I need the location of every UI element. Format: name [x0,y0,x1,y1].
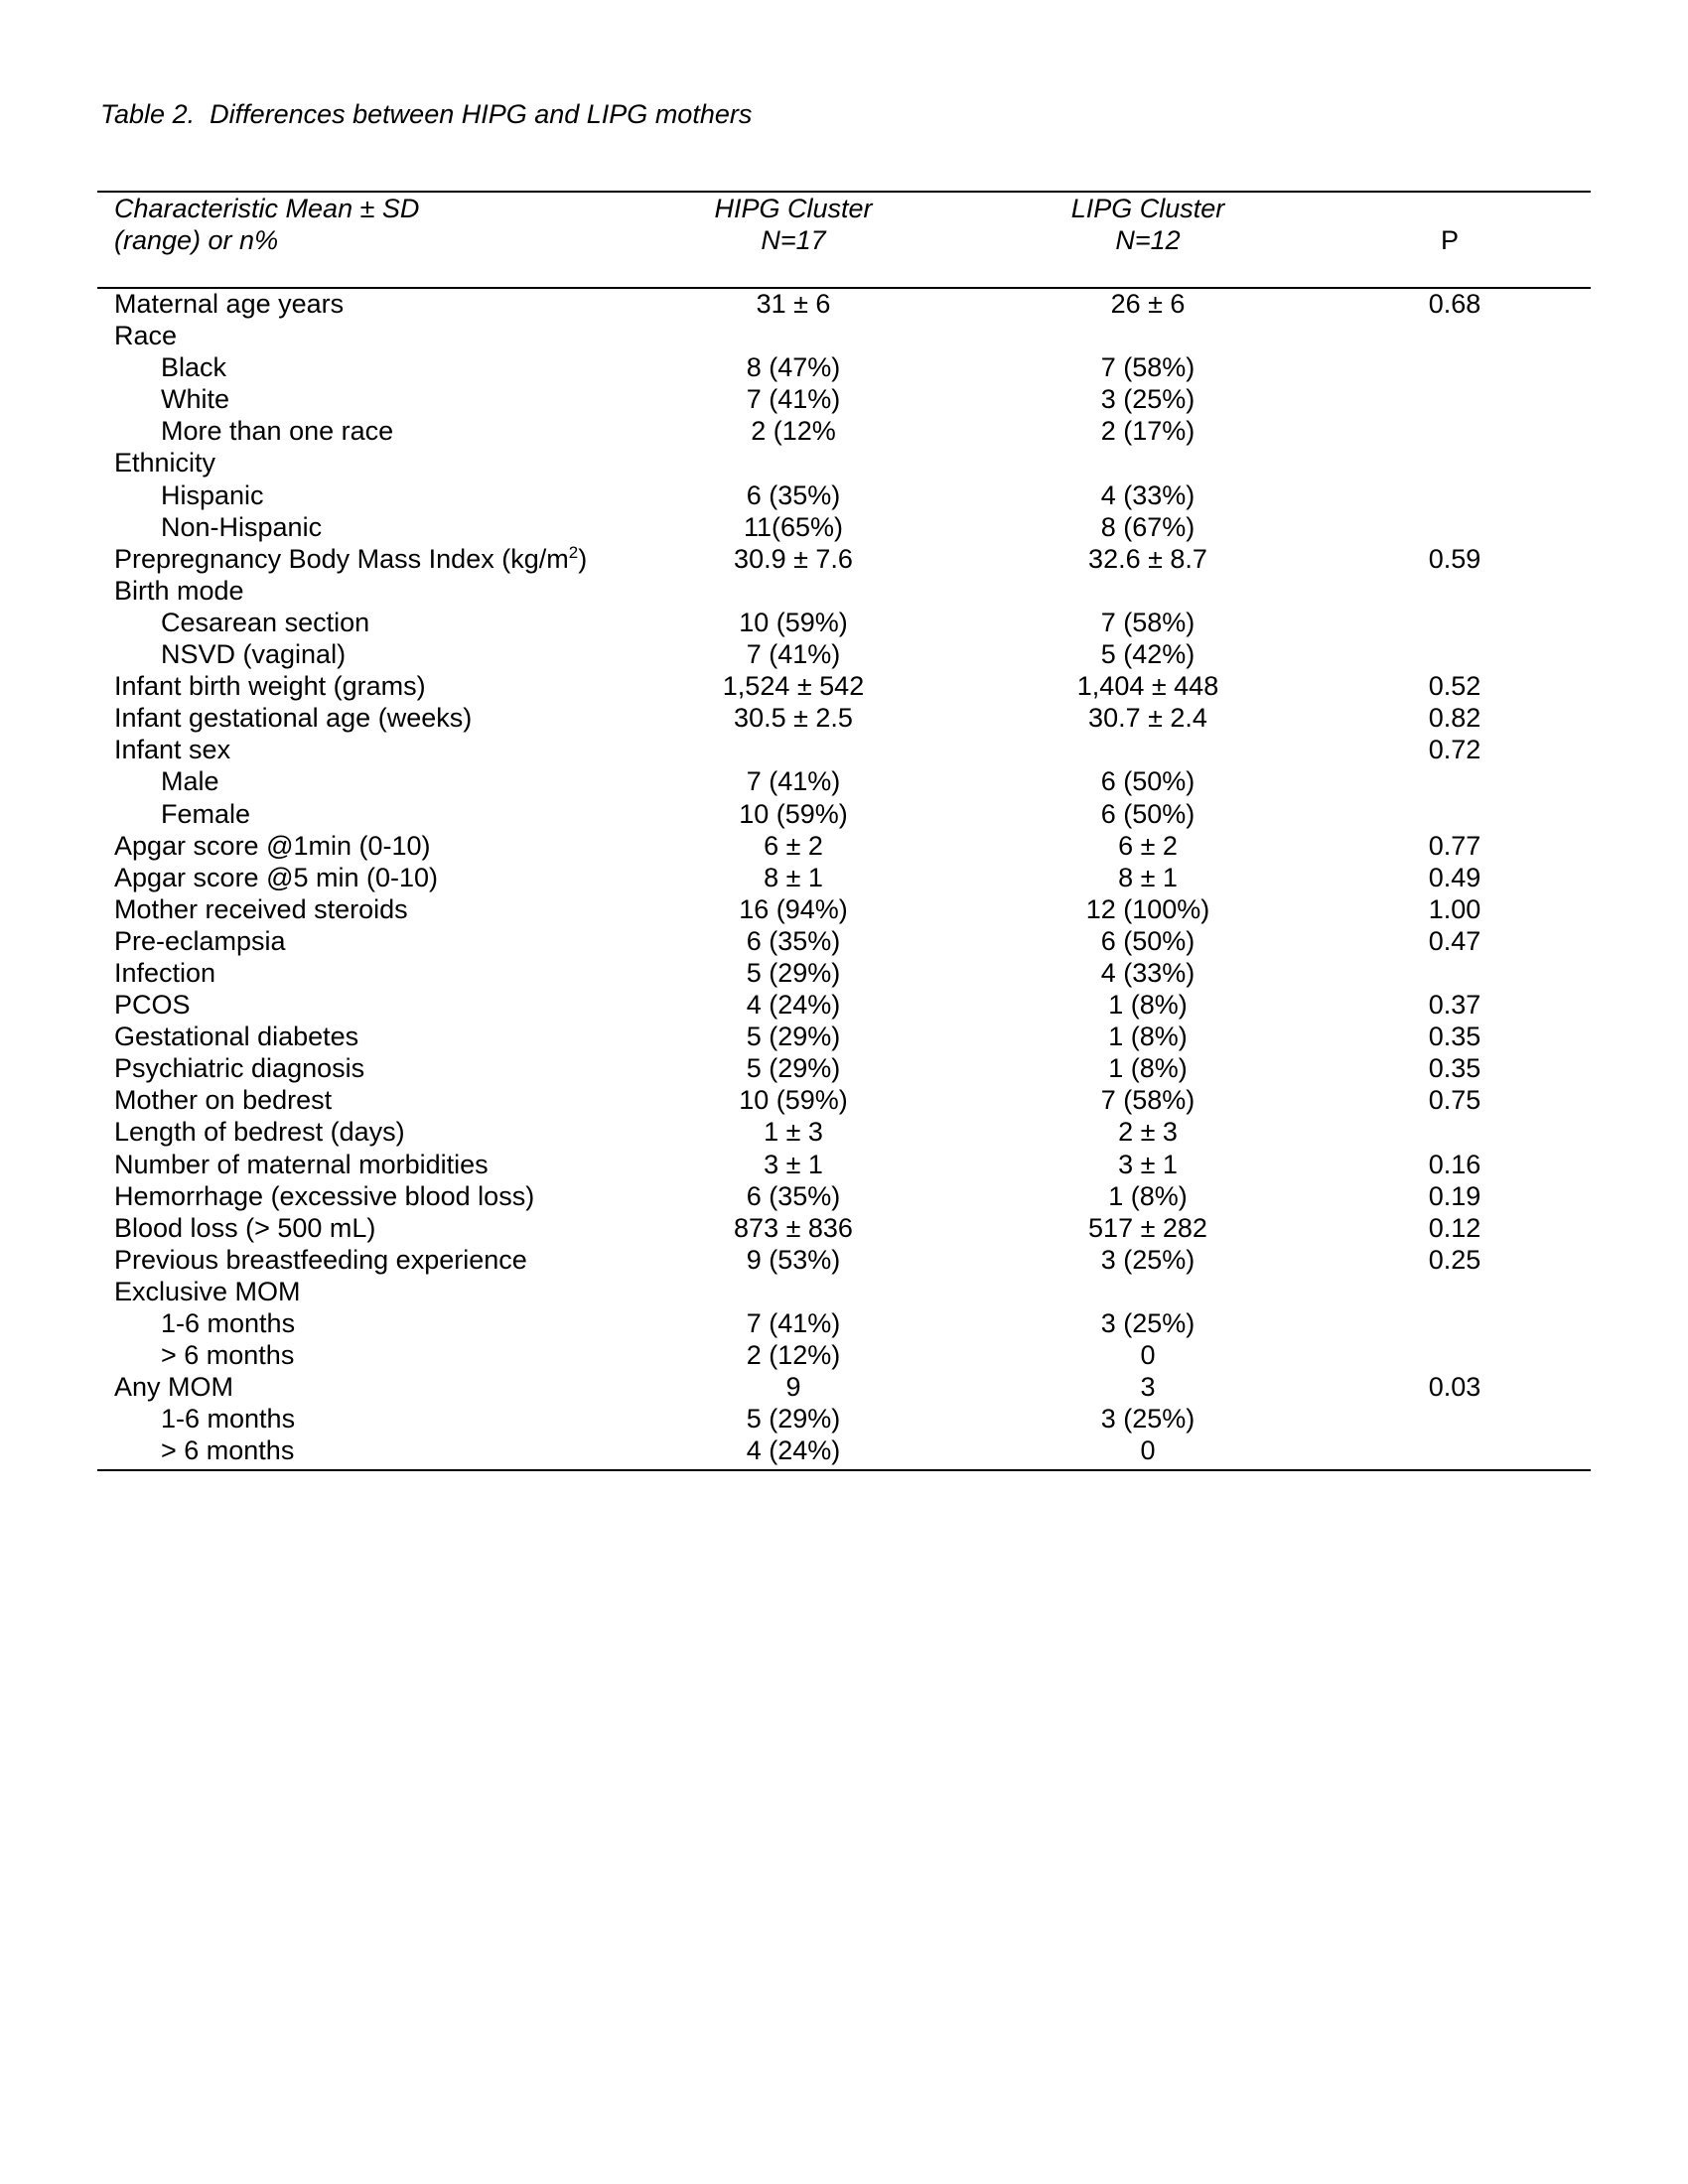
row-hipg-value: 5 (29%) [746,1053,841,1084]
row-characteristic-label: Male [161,766,219,797]
row-characteristic-label: White [161,384,230,415]
row-hipg-value: 6 (35%) [746,925,841,956]
table-row [0,893,1688,925]
table-row [0,607,1688,638]
row-characteristic-label: NSVD (vaginal) [161,639,347,670]
row-characteristic-label: Previous breastfeeding experience [114,1244,527,1275]
row-p-value: 0.35 [1428,1053,1481,1084]
table-row [0,1116,1688,1148]
table-row [0,575,1688,607]
row-hipg-value: 30.9 ± 7.6 [734,543,853,574]
header-hipg-line1: HIPG Cluster [714,194,873,223]
row-hipg-value: 7 (41%) [746,1308,841,1338]
table-row [0,1339,1688,1371]
row-characteristic [114,925,286,957]
row-hipg-value: 11(65%) [743,511,844,542]
row-p-value: 0.35 [1428,1022,1481,1052]
row-characteristic-superscript: 2 [568,542,579,562]
row-characteristic-label: Apgar score @5 min (0-10) [114,862,439,892]
table-row [0,351,1688,383]
row-characteristic [114,1276,301,1307]
table-row [0,638,1688,670]
row-characteristic [161,351,226,383]
row-lipg-value: 3 (25%) [1100,384,1196,415]
row-characteristic-label: Mother received steroids [114,893,408,924]
row-p-value: 0.59 [1428,543,1481,574]
row-characteristic [114,288,344,320]
row-characteristic-label: Hemorrhage (excessive blood loss) [114,1180,535,1211]
row-lipg-value: 1 (8%) [1108,990,1188,1021]
row-characteristic [114,670,426,702]
row-characteristic [161,479,264,511]
row-hipg-value: 10 (59%) [739,798,848,829]
table-row [0,765,1688,797]
row-characteristic-label: PCOS [114,990,191,1021]
row-hipg-value: 873 ± 836 [734,1212,853,1243]
row-characteristic [114,1371,233,1403]
row-p-value: 0.77 [1428,830,1481,861]
header-characteristic-line1: Characteristic Mean ± SD [114,194,420,223]
row-lipg-value: 0 [1140,1340,1156,1371]
table-bottom-rule [97,1469,1591,1471]
row-hipg-value: 9 (53%) [746,1244,841,1275]
row-lipg-value: 6 (50%) [1100,798,1196,829]
row-p-value: 0.16 [1428,1149,1481,1179]
row-lipg-value: 1 (8%) [1108,1180,1188,1211]
row-hipg-value: 3 ± 1 [764,1149,823,1179]
row-lipg-value: 30.7 ± 2.4 [1088,703,1207,734]
row-characteristic [161,638,346,670]
table-row [0,830,1688,862]
row-characteristic [114,320,177,351]
row-p-value: 0.47 [1428,925,1481,956]
row-lipg-value: 3 (25%) [1100,1308,1196,1338]
row-hipg-value: 6 (35%) [746,479,841,510]
table-row [0,1307,1688,1339]
row-characteristic-label: Prepregnancy Body Mass Index (kg/m [114,543,569,574]
row-characteristic-label: Black [161,352,227,383]
row-characteristic-suffix: ) [578,543,588,574]
row-characteristic [161,798,250,830]
row-p-value: 0.49 [1428,862,1481,892]
row-characteristic-label: Birth mode [114,575,244,606]
row-characteristic [114,1116,405,1148]
table-row [0,798,1688,830]
header-p-value: P [1440,225,1459,255]
row-p-value: 0.82 [1428,703,1481,734]
row-characteristic-label: 1-6 months [161,1404,296,1434]
row-p-value: 0.12 [1428,1212,1481,1243]
row-p-value: 0.72 [1428,735,1481,765]
row-lipg-value: 4 (33%) [1100,479,1196,510]
row-characteristic-label: Hispanic [161,479,264,510]
table-caption: Table 2. Differences between HIPG and LIPG mothers [100,99,753,129]
table-row [0,1276,1688,1307]
row-characteristic [161,511,322,543]
row-characteristic [161,1403,295,1434]
row-lipg-value: 8 (67%) [1100,511,1196,542]
table-row [0,1052,1688,1084]
row-characteristic [114,1052,364,1084]
row-characteristic-label: Length of bedrest (days) [114,1117,405,1148]
row-lipg-value: 7 (58%) [1100,1085,1196,1116]
row-characteristic-label: Race [114,321,178,351]
row-lipg-value: 1 (8%) [1108,1022,1188,1052]
row-characteristic-label: Number of maternal morbidities [114,1149,489,1179]
row-hipg-value: 10 (59%) [739,1085,848,1116]
row-hipg-value: 8 (47%) [746,352,841,383]
row-hipg-value: 8 ± 1 [764,862,823,892]
row-characteristic-label: 1-6 months [161,1308,296,1338]
row-characteristic [114,1180,534,1212]
table-row [0,989,1688,1021]
row-characteristic [114,989,191,1021]
row-characteristic [114,1244,527,1276]
row-hipg-value: 4 (24%) [746,1435,841,1466]
row-characteristic-label: Pre-eclampsia [114,925,286,956]
table-row [0,734,1688,765]
table-row [0,1434,1688,1466]
row-p-value: 0.68 [1428,289,1481,319]
table-body [0,288,1688,1466]
header-lipg-line2: N=12 [1115,225,1181,255]
row-characteristic [114,734,230,765]
row-lipg-value: 5 (42%) [1100,639,1196,670]
row-characteristic-label: Female [161,798,251,829]
row-hipg-value: 7 (41%) [746,384,841,415]
row-p-value: 0.19 [1428,1180,1481,1211]
row-characteristic [114,1212,375,1244]
row-hipg-value: 4 (24%) [746,990,841,1021]
row-lipg-value: 32.6 ± 8.7 [1088,543,1207,574]
table-row [0,1244,1688,1276]
row-characteristic-label: Gestational diabetes [114,1022,359,1052]
table-header [0,193,1688,282]
row-lipg-value: 26 ± 6 [1110,289,1186,319]
row-lipg-value: 12 (100%) [1085,893,1210,924]
row-lipg-value: 1,404 ± 448 [1076,671,1219,702]
row-p-value: 0.03 [1428,1372,1481,1403]
row-characteristic [161,607,369,638]
row-hipg-value: 1,524 ± 542 [722,671,865,702]
row-p-value: 0.52 [1428,671,1481,702]
row-characteristic [114,893,408,925]
row-lipg-value: 6 (50%) [1100,925,1196,956]
table-row [0,511,1688,543]
table-row [0,862,1688,893]
row-characteristic [114,575,244,607]
row-lipg-value: 2 ± 3 [1118,1117,1178,1148]
row-characteristic-label: Apgar score @1min (0-10) [114,830,431,861]
table-row [0,1021,1688,1052]
header-characteristic [114,193,419,256]
table-row [0,1180,1688,1212]
row-hipg-value: 6 (35%) [746,1180,841,1211]
row-hipg-value: 6 ± 2 [764,830,823,861]
row-lipg-value: 6 ± 2 [1118,830,1178,861]
row-hipg-value: 30.5 ± 2.5 [734,703,853,734]
table-row [0,383,1688,415]
row-lipg-value: 517 ± 282 [1088,1212,1207,1243]
header-lipg-line1: LIPG Cluster [1070,194,1225,223]
table-row [0,415,1688,447]
table-row [0,288,1688,320]
table-row [0,1084,1688,1116]
row-p-value: 0.37 [1428,990,1481,1021]
row-lipg-value: 2 (17%) [1100,416,1196,447]
table-row [0,447,1688,478]
row-characteristic-label: Infection [114,957,216,988]
table-row [0,670,1688,702]
row-characteristic-label: Mother on bedrest [114,1085,333,1116]
row-hipg-value: 1 ± 3 [764,1117,823,1148]
row-lipg-value: 7 (58%) [1100,607,1196,637]
row-lipg-value: 0 [1140,1435,1156,1466]
row-characteristic-label: Exclusive MOM [114,1276,301,1306]
row-characteristic-label: Cesarean section [161,607,370,637]
table-row [0,320,1688,351]
row-characteristic [114,957,215,989]
row-characteristic-label: Maternal age years [114,289,345,319]
row-characteristic [114,1021,358,1052]
row-p-value: 0.25 [1428,1244,1481,1275]
row-characteristic-label: Infant sex [114,735,231,765]
header-hipg-cluster [644,193,942,256]
row-characteristic [114,1149,489,1180]
table-row [0,957,1688,989]
row-characteristic-label: Any MOM [114,1372,234,1403]
row-hipg-value: 7 (41%) [746,766,841,797]
row-lipg-value: 7 (58%) [1100,352,1196,383]
header-hipg-line2: N=17 [761,225,826,255]
row-characteristic [161,415,393,447]
row-characteristic-label: > 6 months [161,1340,295,1371]
row-characteristic-label: Psychiatric diagnosis [114,1053,365,1084]
row-hipg-value: 5 (29%) [746,957,841,988]
row-characteristic [114,862,438,893]
table-row [0,1403,1688,1434]
row-lipg-value: 8 ± 1 [1118,862,1178,892]
row-characteristic [114,702,472,734]
row-characteristic [161,1434,294,1466]
row-characteristic [114,1084,332,1116]
row-characteristic-label: More than one race [161,416,394,447]
row-hipg-value: 10 (59%) [739,607,848,637]
row-hipg-value: 2 (12%) [746,1340,841,1371]
row-hipg-value: 9 [785,1372,801,1403]
row-lipg-value: 3 [1140,1372,1156,1403]
row-characteristic-label: Blood loss (> 500 mL) [114,1212,376,1243]
table-row [0,1371,1688,1403]
row-characteristic [161,1307,295,1339]
row-lipg-value: 6 (50%) [1100,766,1196,797]
row-characteristic-label: Non-Hispanic [161,511,323,542]
row-hipg-value: 16 (94%) [739,893,848,924]
row-characteristic-label: Ethnicity [114,448,216,478]
row-lipg-value: 3 (25%) [1100,1244,1196,1275]
table-row [0,543,1688,575]
row-hipg-value: 7 (41%) [746,639,841,670]
row-lipg-value: 4 (33%) [1100,957,1196,988]
row-lipg-value: 3 (25%) [1100,1404,1196,1434]
table-row [0,702,1688,734]
row-characteristic-label: > 6 months [161,1435,295,1466]
row-characteristic [114,447,215,478]
row-p-value: 1.00 [1428,893,1481,924]
row-lipg-value: 1 (8%) [1108,1053,1188,1084]
table-row [0,1149,1688,1180]
row-characteristic [114,830,431,862]
row-characteristic [161,765,219,797]
row-hipg-value: 5 (29%) [746,1022,841,1052]
row-characteristic [161,1339,294,1371]
row-hipg-value: 2 (12% [751,416,836,447]
header-characteristic-line2: (range) or n% [114,225,279,255]
table-row [0,1212,1688,1244]
row-p-value: 0.75 [1428,1085,1481,1116]
row-lipg-value: 3 ± 1 [1118,1149,1178,1179]
row-hipg-value: 31 ± 6 [756,289,831,319]
row-characteristic-label: Infant birth weight (grams) [114,671,426,702]
row-characteristic-label: Infant gestational age (weeks) [114,703,473,734]
row-hipg-value: 5 (29%) [746,1404,841,1434]
table-row [0,479,1688,511]
row-characteristic [114,543,587,575]
row-characteristic [161,383,229,415]
header-lipg-cluster [999,193,1297,256]
table-row [0,925,1688,957]
